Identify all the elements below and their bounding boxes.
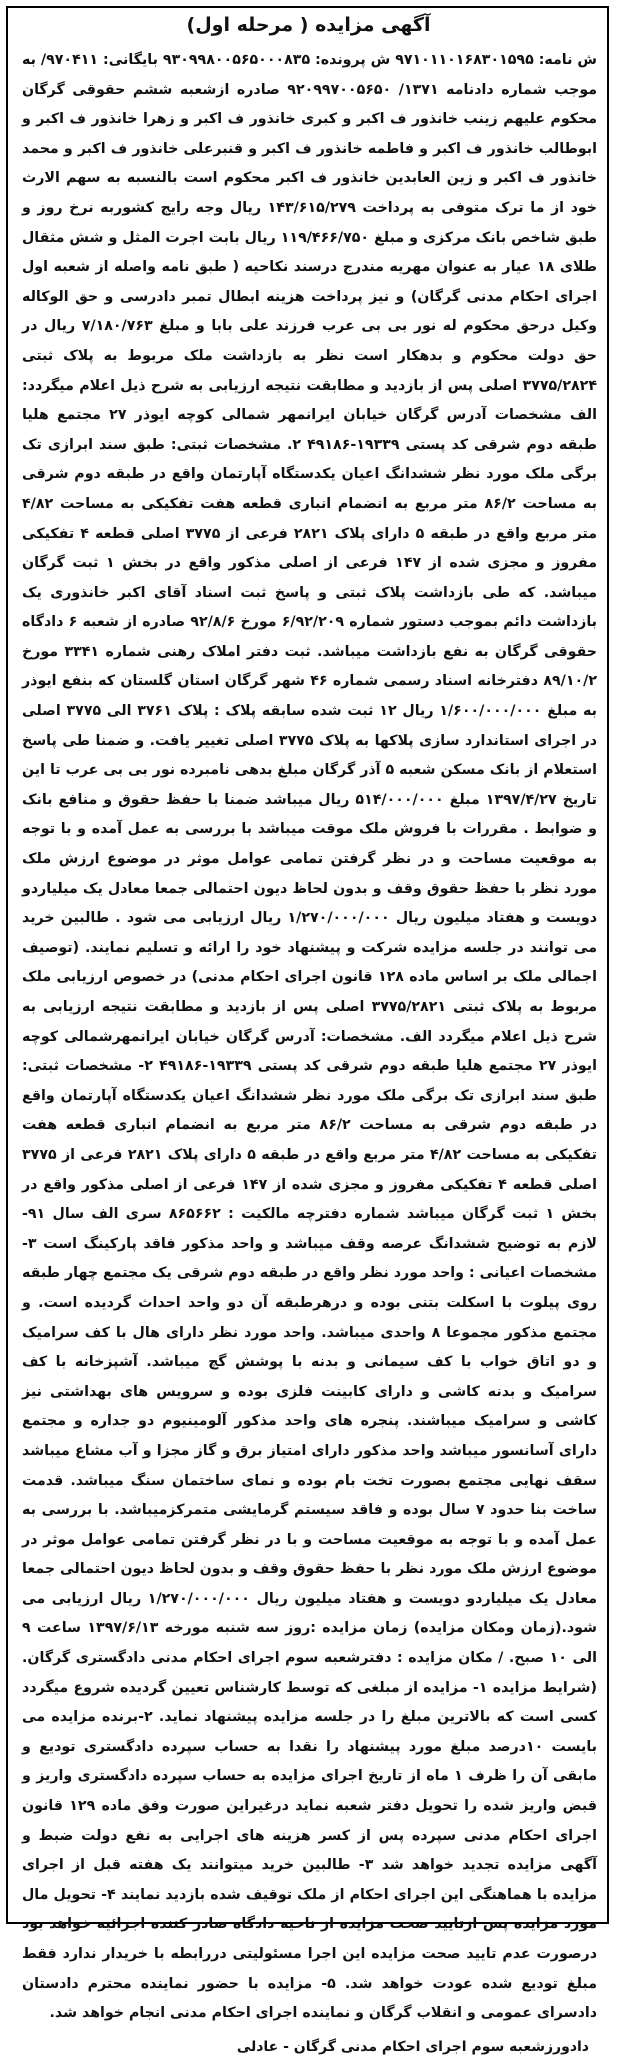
notice bbox=[14, 10, 603, 2055]
notice-body: ش نامه: ۹۷۱۰۱۱۰۱۶۸۳۰۱۵۹۵ ش پرونده: ۹۳۰۹۹۸۰۰۵۶۵۰۰۰۸۳۵ بایگانی: ۹۷۰۴۱۱/ به موجب شماره دادنامه ۱۳۷۱/ ۹۲۰۹۹۷۰۰۵۶۵۰ صادره ازشعبه ششم حقوقی گرگان محکوم علیهم زینب خانذور ف اکبر و کبری خانذور ف اکبر و زهرا خانذور ف اکبر و ابوطالب خانذور ف اکبر و فاطمه خانذور ف اکبر و قنبرعلی خانذور ف اکبر و محمد خانذور ف اکبر و زین العابدین خانذور ف اکبر محکوم است بالنسبه به سهم الارث خود از ما ترک متوفی به پرداخت ۱۴۳/۶۱۵/۲۷۹ ریال وجه رایج کشوربه نرخ روز و طبق شاخص بانک مرکزی و مبلغ ۱۱۹/۴۶۶/۷۵۰ ریال بابت اجرت المثل و شش مثقال طلای ۱۸ عیار به عنوان مهریه مندرج درسند نکاحیه ( طبق نامه واصله از شعبه اول اجرای احکام مدنی گرگان) و نیز پرداخت هزینه ابطال تمبر دادرسی و حق الوکاله وکیل درحق محکوم له نور بی بی عرب فرزند علی بابا و مبلغ ۷/۱۸۰/۷۶۳ ریال در حق دولت محکوم و بدهکار است نظر به بازداشت ملک مربوط به پلاک ثبتی ۳۷۷۵/۲۸۲۴ اصلی پس از بازدید و مطابقت نتیجه ارزیابی به شرح ذیل اعلام میگردد: الف مشخصات آدرس گرگان خیابان ایرانمهر شمالی کوچه ایوذر ۲۷ مجتمع هلیا طبقه دوم شرقی کد پستی ۱۹۳۳۹-۴۹۱۸۶ ۲. مشخصات ثبتی: طبق سند ابرازی تک برگی ملک مورد نظر ششدانگ اعیان یکدستگاه آپارتمان واقع در طبقه دوم شرقی به مساحت ۸۶/۲ متر مربع به انضمام انباری قطعه هفت تفکیکی به مساحت ۴/۸۲ متر مربع واقع در طبقه ۵ دارای پلاک ۲۸۲۱ فرعی از ۳۷۷۵ اصلی قطعه ۴ تفکیکی مفروز و مجزی شده از ۱۴۷ فرعی از اصلی مذکور واقع در بخش ۱ ثبت گرگان میباشد. که طی بازداشت پلاک ثبتی و پاسخ ثبت اسناد آقای اکبر خانذوری یک بازداشت دائم بموجب دستور شماره ۶/۹۲/۲۰۹ مورخ ۹۲/۸/۶ صادره از شعبه ۶ دادگاه حقوقی گرگان به نفع بازداشت میباشد. ثبت دفتر املاک رهنی شماره ۳۳۴۱ مورخ ۸۹/۱۰/۲ دفترخانه اسناد رسمی شماره ۴۶ شهر گرگان استان گلستان که بنفع ایوذر به مبلغ ۱/۶۰۰/۰۰۰/۰۰۰ ریال ۱۲ ثبت شده سابقه پلاک : پلاک ۳۷۶۱ الی ۳۷۷۵ اصلی در اجرای استاندارد سازی پلاکها به پلاک ۳۷۷۵ اصلی تغییر یافت. و ضمنا طی پاسخ استعلام از بانک مسکن شعبه ۵ آذر گرگان مبلغ بدهی نامبرده نور بی بی عرب تا این تاریخ ۱۳۹۷/۴/۲۷ مبلغ ۵۱۴/۰۰۰/۰۰۰ ریال میباشد ضمنا با حفظ حقوق و منافع بانک و ضوابط . مقررات با فروش ملک موقت میباشد با بررسی به عمل آمده و با توجه به موقعیت مساحت و در نظر گرفتن تمامی عوامل موثر در موضوع ارزش ملک مورد نظر با حفظ حقوق وقف و بدون لحاظ دیون احتمالی جمعا معادل یک میلیاردو دویست و هفتاد میلیون ریال ۱/۲۷۰/۰۰۰/۰۰۰ ریال ارزیابی می شود . طالبین خرید می توانند در جلسه مزایده شرکت و پیشنهاد خود را ارائه و تسلیم نمایند. (توصیف اجمالی ملک بر اساس ماده ۱۲۸ قانون اجرای احکام مدنی) در خصوص ارزیابی ملک مربوط به پلاک ثبتی ۳۷۷۵/۲۸۲۱ اصلی پس از بازدید و مطابقت نتیجه ارزیابی به شرح ذیل اعلام میگردد الف. مشخصات: آدرس گرگان خیابان ایرانمهرشمالی کوچه ایوذر ۲۷ مجتمع هلیا طبقه دوم شرقی کد پستی ۱۹۳۳۹-۴۹۱۸۶ ۲- مشخصات ثبتی: طبق سند ابرازی تک برگی ملک مورد نظر ششدانگ اعیان یکدستگاه آپارتمان واقع در طبقه دوم شرقی به مساحت ۸۶/۲ متر مربع به انضمام انباری قطعه هفت تفکیکی به مساحت ۴/۸۲ متر مربع واقع در طبقه ۵ دارای پلاک ۲۸۲۱ فرعی از ۳۷۷۵ اصلی قطعه ۴ تفکیکی مفروز و مجزی شده از ۱۴۷ فرعی از اصلی مذکور واقع در بخش ۱ ثبت گرگان میباشد شماره دفترچه مالکیت : ۸۶۵۶۶۲ سری الف سال ۹۱- لازم به توضیح ششدانگ عرصه وقف میباشد و واحد مذکور فاقد پارکینگ است ۳- مشخصات اعیانی : واحد مورد نظر واقع در طبقه دوم شرقی یک مجتمع چهار طبقه روی پیلوت با اسکلت بتنی بوده و درهرطبقه آن دو واحد احداث گردیده است. و مجتمع مذکور مجموعا ۸ واحدی میباشد. واحد مورد نظر دارای هال با کف سرامیک و دو اتاق خواب با کف سیمانی و بدنه با پوشش گچ میباشد. آشپزخانه با کف سرامیک و بدنه کاشی و دارای کابینت فلزی بوده و سرویس های بهداشتی نیز کاشی و سرامیک میباشند. پنجره های واحد مذکور آلومینیوم دو جداره و مجتمع دارای آسانسور میباشد واحد مذکور دارای امتیاز برق و گاز مجزا و آب مشاع میباشد سقف نهایی مجتمع بصورت تخت بام بوده و نمای ساختمان سنگ میباشد. قدمت ساخت بنا حدود ۷ سال بوده و فاقد سیستم گرمایشی متمرکزمیباشد. با بررسی به عمل آمده و با توجه به موقعیت مساحت و با در نظر گرفتن تمامی عوامل موثر در موضوع ارزش ملک مورد نظر با حفظ حقوق وقف و بدون لحاظ دیون احتمالی جمعا معادل یک میلیاردو دویست و هفتاد میلیون ریال ۱/۲۷۰/۰۰۰/۰۰۰ ریال ارزیابی می شود.(زمان ومکان مزایده) زمان مزایده :روز سه شنبه مورخه ۱۳۹۷/۶/۱۳ ساعت ۹ الی ۱۰ صبح. / مکان مزایده : دفترشعبه سوم اجرای احکام مدنی دادگستری گرگان. (شرایط مزایده ۱- مزایده از مبلغی که توسط کارشناس تعیین گردیده شروع میگردد کسی است که بالاترین مبلغ را در جلسه مزایده پیشنهاد نماید. ۲-برنده مزایده می بایست ۱۰درصد مبلغ مورد پیشنهاد را نقدا به حساب سپرده دادگستری تودیع و مابقی آن را ظرف ۱ ماه از تاریخ اجرای مزایده به حساب سپرده دادگستری واریز و قبض واریز شده را تحویل دفتر شعبه نماید درغیراین صورت وفق ماده ۱۲۹ قانون اجرای احکام مدنی سپرده پس از کسر هزینه های اجرایی به نفع دولت ضبط و آگهی مزایده تجدید خواهد شد ۳- طالبین خرید میتوانند یک هفته قبل از اجرای مزایده با هماهنگی این اجرای احکام از ملک توقیف شده بازدید نمایند ۴- تحویل مال مورد مزایده پس ازتایید صحت مزایده از ناحیه دادگاه صادر کننده اجرائیه خواهد بود درصورت عدم تایید صحت مزایده این اجرا مسئولیتی دررابطه با خریدار ندارد فقط مبلغ تودیع شده عودت خواهد شد. ۵- مزایده با حضور نماینده محترم دادستان دادسرای عمومی و انقلاب گرگان و نماینده اجرای احکام مدنی انجام خواهد شد. bbox=[22, 52, 598, 2022]
notice-signature: دادورزشعبه سوم اجرای احکام مدنی گرگان - عادلی bbox=[236, 2038, 589, 2055]
notice-title: آگهی مزایده ( مرحله اول) bbox=[186, 14, 431, 36]
